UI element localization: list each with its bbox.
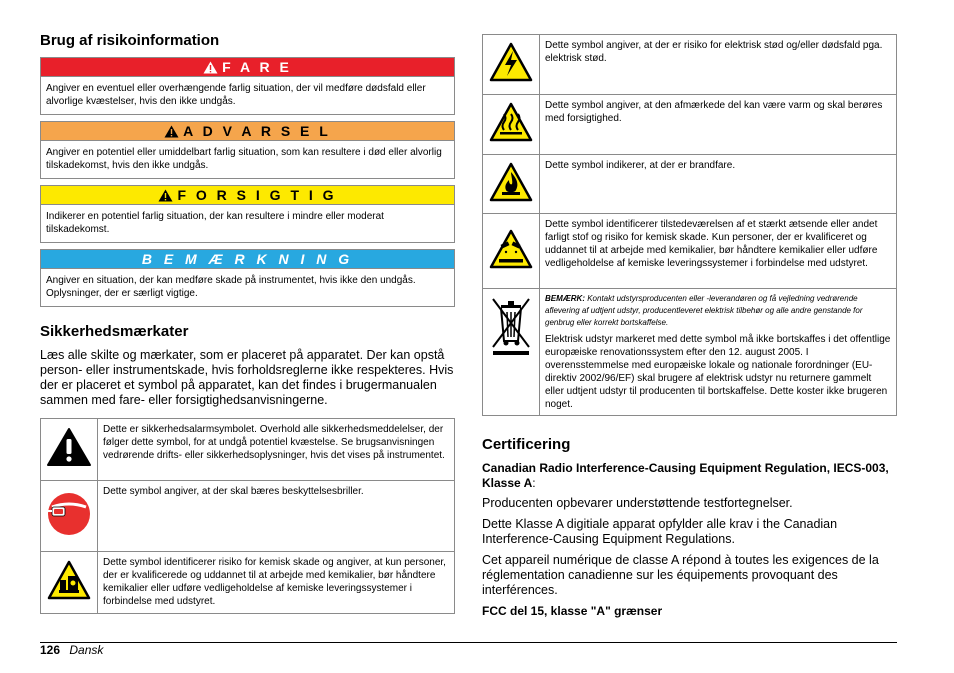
symbol-text: Dette symbol angiver, at der skal bæres beskyttelsesbriller. <box>98 481 455 552</box>
symbol-table-left <box>40 418 455 614</box>
cert-paragraph-french: Cet appareil numérique de classe A répond à toutes les exigences de la réglementation canadienne sur les équipements provoquant des interférences. <box>482 553 879 597</box>
hazard-notice-text: Angiver en situation, der kan medføre skade på instrumentet, hvis ikke den undgås. Oplysninger, der er særligt vigtige. <box>46 275 416 299</box>
symbol-text: Dette symbol angiver, at der er risiko for elektrisk stød og/eller dødsfald pga. elektrisk stød. <box>540 35 897 95</box>
hazard-danger-text: Angiver en eventuel eller overhængende farlig situation, der vil medføre dødsfald eller alvorlige kvæstelser, hvis den ikke undgås. <box>46 83 426 107</box>
hazard-notice-label: B E M Æ R K N I N G <box>141 251 354 267</box>
electric-shock-icon <box>489 42 533 82</box>
hazard-caution <box>40 185 455 243</box>
canadian-regulation-heading: Canadian Radio Interference-Causing Equipment Regulation, IECS-003, Klasse A: <box>482 461 889 490</box>
hot-surface-icon <box>489 102 533 142</box>
safety-labels-intro: Læs alle skilte og mærkater, som er placeret på apparatet. Der kan opstå person- eller instrumentskade, hvis forholdsreglerne ikke respekteres. Hvis der er placeret et symbol på apparatet, kan det findes i brugermanualen sammen med fare- eller forsigtighedsanvisningerne. <box>40 348 454 407</box>
page-footer <box>40 643 103 657</box>
certification-heading: Certificering <box>482 436 571 453</box>
page-number: 126 <box>40 643 61 657</box>
right-column <box>482 34 897 619</box>
weee-text: Elektrisk udstyr markeret med dette symbol må ikke bortskaffes i det offentlige europæiske renovationssystem efter den 12. august 2005. I overensstemmelse med europæiske lokale og nationale forordninger (EU-direktiv 2002/96/EF) skal brugere af elektrisk udstyr nu returnere gammelt eller udtjent udstyr til producenten til bortskaffelse. Dette koster ikke brugeren noget. <box>545 334 891 410</box>
fcc-heading: FCC del 15, klasse "A" grænser <box>482 604 663 618</box>
table-row <box>41 419 455 481</box>
safety-labels-heading: Sikkerhedsmærkater <box>40 323 189 340</box>
symbol-text: Dette symbol indikerer, at der er brandfare. <box>540 155 897 214</box>
hazard-danger-label: F A R E <box>222 59 292 75</box>
cert-paragraph: Dette Klasse A digitiale apparat opfylder alle krav i the Canadian Interference-Causing Equipment Regulations. <box>482 517 838 546</box>
symbol-text: Dette symbol identificerer tilstedeværelsen af et stærkt ætsende eller andet farligt stof og risiko for kemisk skade. Kun personer, der er kvalificeret og uddannet til at arbejde med kemikalier, bør håndtere kemikalier eller udføre vedligeholdelse af kemiske leveringssystemer i forbindelse med udstyret. <box>540 214 897 289</box>
footer-language: Dansk <box>69 643 104 657</box>
hazard-warning <box>40 121 455 179</box>
table-row <box>41 481 455 552</box>
table-row <box>483 95 897 155</box>
fire-hazard-icon <box>489 162 533 202</box>
table-row <box>41 552 455 614</box>
chemical-hazard-icon <box>47 560 91 600</box>
warning-triangle-icon <box>203 61 218 74</box>
weee-note: BEMÆRK: Kontakt udstyrsproducenten eller -leverandøren og få vejledning vedrørende aflevering af udtjent udstyr, producentleveret elektrisk tilbehør og alle andre genstande for genbrug eller korrekt bortskaffelse. <box>545 294 863 327</box>
symbol-text: Dette er sikkerhedsalarmsymbolet. Overhold alle sikkerhedsmeddelelser, der følger dette symbol, for at undgå potentiel kvæstelse. Se brugsanvisningen vedrørende drifts- eller sikkerhedsoplysninger, hvis det vises på instrumentet. <box>98 419 455 481</box>
hazard-danger <box>40 57 455 115</box>
hazard-warning-text: Angiver en potentiel eller umiddelbart farlig situation, som kan resultere i død eller alvorlig tilskadekomst, hvis den ikke undgås. <box>46 147 442 171</box>
footer-divider <box>40 642 897 643</box>
table-row <box>483 155 897 214</box>
hazard-caution-label: F O R S I G T I G <box>177 187 337 203</box>
table-row <box>483 289 897 416</box>
exclamation-warning-icon <box>46 427 92 467</box>
corrosive-icon <box>489 229 533 269</box>
cert-paragraph: Producenten opbevarer understøttende testfortegnelser. <box>482 496 793 510</box>
table-row <box>483 35 897 95</box>
weee-bin-icon <box>489 295 533 357</box>
symbol-text: Dette symbol angiver, at den afmærkede del kan være varm og skal berøres med forsigtighed. <box>540 95 897 155</box>
symbol-text: Dette symbol identificerer risiko for kemisk skade og angiver, at kun personer, der er kvalificerede og uddannet til at arbejde med kemikalier, bør håndtere kemikalier eller udføre vedligeholdelse af kemiske leveringssystemer i forbindelse med udstyret. <box>98 552 455 614</box>
hazard-warning-label: A D V A R S E L <box>183 123 331 139</box>
risk-info-heading: Brug af risikoinformation <box>40 32 220 49</box>
warning-triangle-icon <box>164 125 179 138</box>
hazard-caution-text: Indikerer en potentiel farlig situation, der kan resultere i mindre eller moderat tilskadekomst. <box>46 211 384 235</box>
warning-triangle-icon <box>158 189 173 202</box>
table-row <box>483 214 897 289</box>
symbol-table-right <box>482 34 897 416</box>
safety-glasses-icon <box>46 491 92 537</box>
hazard-notice <box>40 249 455 307</box>
left-column <box>40 32 455 614</box>
